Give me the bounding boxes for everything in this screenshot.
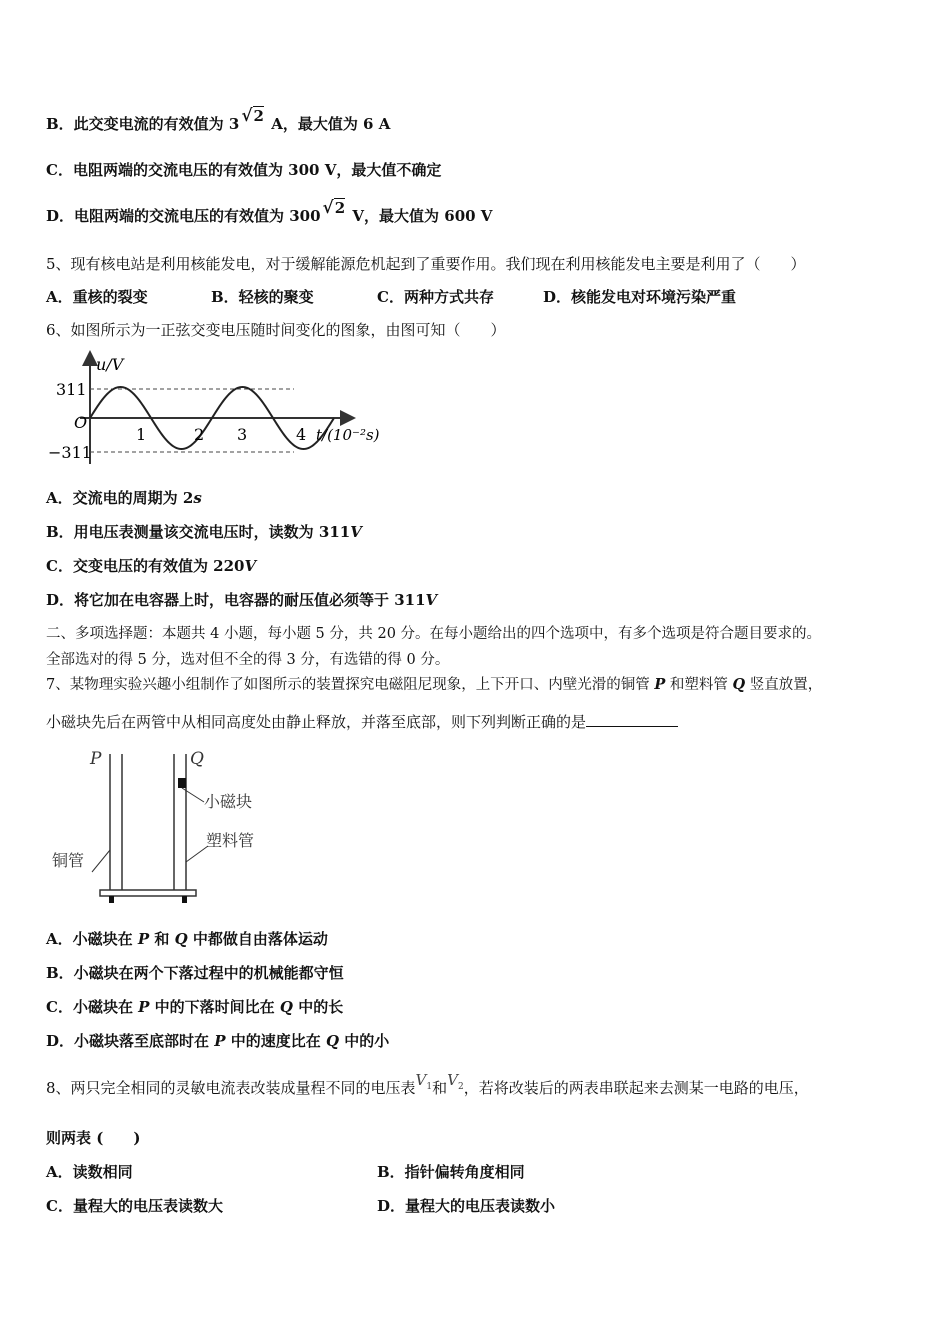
q6-option-b: B．用电压表测量该交流电压时，读数为 311V <box>46 523 362 541</box>
q4-option-b: B．此交变电流的有效值为 3 √2 A，最大值为 6 A <box>46 106 391 133</box>
answer-blank <box>586 712 678 727</box>
q5-option-b: B．轻核的聚变 <box>211 288 314 306</box>
y-axis-label: u/V <box>96 355 124 374</box>
x-tick-2: 2 <box>194 425 205 444</box>
q8-option-c: C．量程大的电压表读数大 <box>46 1197 223 1215</box>
q6-option-d: D．将它加在电容器上时，电容器的耐压值必须等于 311V <box>46 591 438 609</box>
sqrt-symbol: √2 <box>322 198 346 218</box>
label-q: Q <box>190 749 204 769</box>
q5-option-d: D．核能发电对环境污染严重 <box>543 288 737 306</box>
x-axis-label: t/(10⁻²s) <box>316 426 380 444</box>
q6-stem: 6、如图所示为一正弦交变电压随时间变化的图象，由图可知（ ） <box>46 321 506 339</box>
pipe-apparatus-figure <box>46 742 286 908</box>
sqrt-symbol: √2 <box>241 106 264 126</box>
label-p: P <box>90 749 102 769</box>
q7-option-b: B．小磁块在两个下落过程中的机械能都守恒 <box>46 964 344 982</box>
x-tick-1: 1 <box>136 425 147 444</box>
q7-stem-line1: 7、某物理实验兴趣小组制作了如图所示的装置探究电磁阻尼现象，上下开口、内壁光滑的铜管 P 和塑料管 Q 竖直放置， <box>46 676 823 693</box>
q4-option-c: C．电阻两端的交流电压的有效值为 300 V，最大值不确定 <box>46 161 442 179</box>
x-tick-3: 3 <box>237 425 248 444</box>
q6-option-a: A．交流电的周期为 2s <box>46 489 202 507</box>
q8-option-d: D．量程大的电压表读数小 <box>377 1197 556 1215</box>
plastic-label: 塑料管 <box>206 831 255 850</box>
q7-option-d: D．小磁块落至底部时在 P 中的速度比在 Q 中的小 <box>46 1032 390 1050</box>
v1-symbol: V <box>415 1071 427 1089</box>
magnet-label: 小磁块 <box>204 792 253 811</box>
q7-option-c: C．小磁块在 P 中的下落时间比在 Q 中的长 <box>46 998 344 1016</box>
q5-stem: 5、现有核电站是利用核能发电，对于缓解能源危机起到了重要作用。我们现在利用核能发电主要是利用了（ ） <box>46 255 806 273</box>
q8-stem-line2: 则两表 ( ) <box>46 1129 141 1147</box>
magnet-block <box>178 778 186 788</box>
copper-label: 铜管 <box>52 851 85 870</box>
section2-line1: 二、多项选择题：本题共 4 小题，每小题 5 分，共 20 分。在每小题给出的四个选项中，有多个选项是符合题目要求的。 <box>46 626 822 642</box>
x-tick-4: 4 <box>296 425 307 444</box>
q8-option-b: B．指针偏转角度相同 <box>377 1163 525 1181</box>
sine-wave-chart <box>40 348 400 468</box>
v2-symbol: V <box>447 1071 458 1089</box>
q8-stem-line1: 8、两只完全相同的灵敏电流表改装成量程不同的电压表$V^1$和$V^2$，若将改装后的两表串联起来去测某一电路的电压， <box>46 1071 809 1097</box>
q6-option-c: C．交变电压的有效值为 220V <box>46 557 257 575</box>
q7-option-a: A．小磁块在 P 和 Q 中都做自由落体运动 <box>46 930 328 948</box>
q5-option-a: A．重核的裂变 <box>46 288 148 306</box>
q5-options <box>46 287 906 307</box>
y-tick-max: 311 <box>56 380 87 399</box>
origin-label: O <box>74 413 88 432</box>
q8-option-a: A．读数相同 <box>46 1163 133 1181</box>
q5-option-c: C．两种方式共存 <box>377 288 494 306</box>
q4-option-d: D．电阻两端的交流电压的有效值为 300 √2 V，最大值为 600 V <box>46 198 493 225</box>
section2-line2: 全部选对的得 5 分，选对但不全的得 3 分，有选错的得 0 分。 <box>46 652 450 668</box>
y-tick-min: −311 <box>48 443 92 462</box>
q7-stem-line2: 小磁块先后在两管中从相同高度处由静止释放，并落至底部，则下列判断正确的是 <box>46 712 678 732</box>
